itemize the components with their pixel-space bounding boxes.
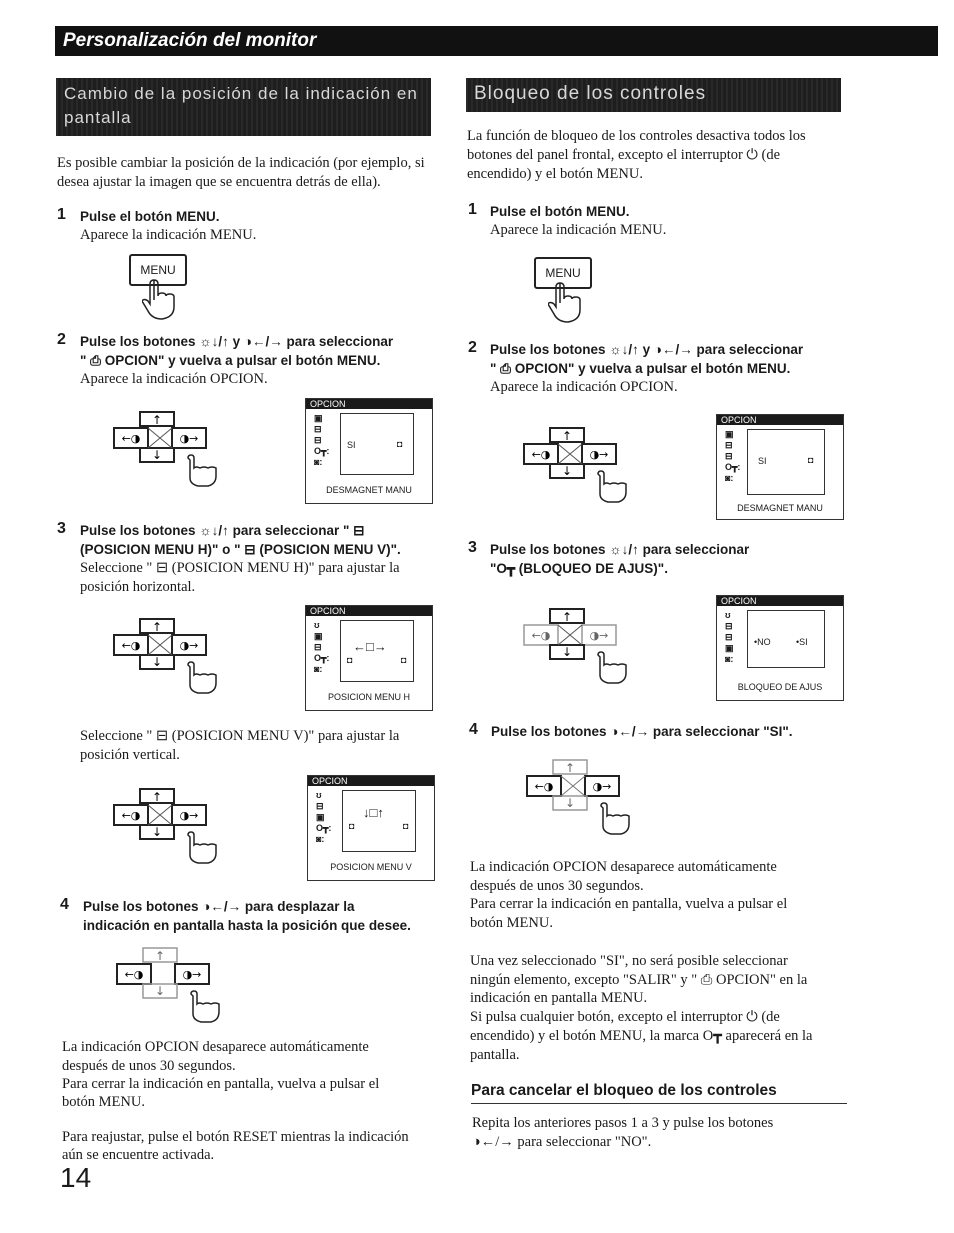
step-title: Pulse el botón MENU. [80, 209, 220, 224]
closing-note: La indicación OPCION desaparece automáticamente [470, 859, 777, 875]
svg-text:↓: ↓ [561, 464, 573, 478]
svg-text:↑: ↑ [154, 949, 166, 963]
lock-note: Si pulsa cualquier botón, excepto el interruptor ⏻ (de [470, 1009, 780, 1025]
step-number: 1 [57, 206, 66, 223]
control-pad-illustration [112, 617, 232, 697]
osd-square-icon: ◘ [397, 439, 403, 449]
osd-title: OPCION [306, 399, 432, 409]
osd-value-box [747, 610, 825, 668]
osd-title: OPCION [306, 606, 432, 616]
lock-note: ningún elemento, excepto "SALIR" y " ⎙ OPCION" en la [470, 972, 808, 988]
osd-footer: DESMAGNET MANU [326, 485, 412, 495]
osd-footer: BLOQUEO DE AJUS [737, 682, 823, 692]
svg-text:◑→: ◑→ [179, 432, 199, 445]
osd-value-box [340, 620, 414, 682]
osd-icon-column: ʊ ⊟ ▣ O┳: ◙: [316, 790, 332, 844]
step-note-cont: posición horizontal. [80, 579, 196, 595]
svg-text:◑→: ◑→ [179, 809, 199, 822]
svg-text:↓: ↓ [151, 655, 163, 669]
svg-text:←◑: ←◑ [531, 448, 551, 461]
osd-option-no: •NO [754, 637, 771, 647]
closing-note: Para cerrar la indicación en pantalla, vuelva a pulsar el [470, 896, 788, 912]
step-number: 3 [57, 520, 66, 537]
osd-title: OPCION [308, 776, 434, 786]
step-note: Aparece la indicación MENU. [490, 222, 667, 238]
control-pad-illustration [112, 410, 232, 490]
osd-lock-screen [716, 595, 844, 701]
svg-text:←◑: ←◑ [531, 629, 551, 642]
lock-intro: La función de bloqueo de los controles desactiva todos los botones del panel frontal, excepto el interruptor ⏻ (de encendido) y el botón MENU. [467, 128, 806, 182]
osd-position-h-screen [305, 605, 433, 711]
lock-note: indicación en pantalla MENU. [470, 990, 648, 1006]
reset-note: Para reajustar, pulse el botón RESET mientras la indicación [62, 1129, 409, 1145]
osd-position-arrows-icon: ↓□↑ [363, 805, 384, 820]
osd-footer: POSICION MENU V [330, 862, 412, 872]
step-title: Pulse los botones ◑←/→ para desplazar la [83, 899, 355, 914]
closing-note: Para cerrar la indicación en pantalla, vuelva a pulsar el [62, 1076, 380, 1092]
osd-title: OPCION [717, 596, 843, 606]
svg-text:←◑: ←◑ [121, 432, 141, 445]
osd-value: SI [758, 456, 767, 466]
control-pad-illustration [522, 607, 642, 687]
osd-square-icon: ◘ [401, 655, 407, 665]
osd-icon-column: ʊ ▣ ⊟ O┳: ◙: [314, 620, 330, 674]
step-number: 1 [468, 201, 477, 218]
cancel-lock-note: Repita los anteriores pasos 1 a 3 y pulse los botones [472, 1115, 774, 1131]
svg-text:◑→: ◑→ [592, 780, 612, 793]
position-intro: Es posible cambiar la posición de la indicación (por ejemplo, si desea ajustar la imagen que se encuentra detrás de ella). [57, 155, 425, 190]
select-vertical-note: Seleccione " ⊟ (POSICION MENU V)" para ajustar la [80, 728, 400, 744]
closing-note: después de unos 30 segundos. [470, 878, 644, 894]
cancel-lock-note: ◑←/→ para seleccionar "NO". [472, 1134, 652, 1150]
step-title-cont: (POSICION MENU H)" o " ⊟ (POSICION MENU V)". [80, 542, 401, 557]
svg-text:↓: ↓ [564, 796, 576, 810]
closing-note: botón MENU. [470, 915, 553, 931]
step-title-cont: " ⎙ OPCION" y vuelva a pulsar el botón MENU. [80, 353, 381, 368]
svg-text:↓: ↓ [154, 984, 166, 998]
step-title-cont: "O┳ (BLOQUEO DE AJUS)". [490, 561, 668, 576]
svg-text:↓: ↓ [151, 825, 163, 839]
control-pad-illustration [525, 758, 645, 838]
svg-text:◑→: ◑→ [589, 629, 609, 642]
step-title-cont: " ⎙ OPCION" y vuelva a pulsar el botón MENU. [490, 361, 791, 376]
step-title: Pulse el botón MENU. [490, 204, 630, 219]
svg-text:↑: ↑ [564, 761, 576, 775]
osd-opcion-screen [305, 398, 433, 504]
closing-note: La indicación OPCION desaparece automáticamente [62, 1039, 369, 1055]
svg-text:↓: ↓ [151, 448, 163, 462]
step-number: 4 [60, 896, 69, 913]
svg-text:←◑: ←◑ [124, 968, 144, 981]
osd-square-icon: ◘ [808, 455, 814, 465]
osd-icon-column: ʊ ⊟ ⊟ ▣ ◙: [725, 610, 734, 664]
svg-text:←◑: ←◑ [534, 780, 554, 793]
step-note: Aparece la indicación OPCION. [490, 379, 678, 395]
pointing-hand-icon [548, 281, 588, 323]
select-vertical-note-cont: posición vertical. [80, 747, 180, 763]
menu-button-label: MENU [545, 266, 581, 280]
reset-note: aún se encuentre activada. [62, 1147, 215, 1163]
page-number: 14 [60, 1162, 92, 1193]
svg-text:◑→: ◑→ [182, 968, 202, 981]
svg-text:↑: ↑ [151, 790, 163, 804]
step-number: 2 [57, 331, 66, 348]
page-banner: Personalización del monitor [55, 26, 938, 56]
svg-text:↑: ↑ [561, 429, 573, 443]
svg-text:↓: ↓ [561, 645, 573, 659]
osd-square-icon: ◘ [347, 655, 353, 665]
osd-value-box [340, 413, 414, 475]
lock-note: pantalla. [470, 1047, 520, 1063]
osd-footer: DESMAGNET MANU [737, 503, 823, 513]
osd-icon-column: ▣ ⊟ ⊟ O┳: ◙: [725, 429, 741, 483]
step-number: 2 [468, 339, 477, 356]
step-note: Aparece la indicación MENU. [80, 227, 257, 243]
section-heading-position: Cambio de la posición de la indicación en pantalla [56, 78, 431, 136]
svg-text:↑: ↑ [151, 620, 163, 634]
step-title: Pulse los botones ◑←/→ para seleccionar "SI". [491, 724, 793, 739]
control-pad-illustration [522, 426, 642, 506]
lock-note: encendido) y el botón MENU, la marca O┳ aparecerá en la [470, 1028, 813, 1044]
osd-value-box [342, 790, 416, 852]
osd-icon-column: ▣ ⊟ ⊟ O┳: ◙: [314, 413, 330, 467]
step-title: Pulse los botones ☼↓/↑ para seleccionar [490, 542, 750, 557]
osd-position-arrows-icon: ←□→ [353, 639, 387, 654]
step-number: 3 [468, 539, 477, 556]
section-heading-lock: Bloqueo de los controles [466, 78, 841, 112]
osd-opcion-screen [716, 414, 844, 520]
osd-value: SI [347, 440, 356, 450]
svg-text:↑: ↑ [561, 610, 573, 624]
step-note: Seleccione " ⊟ (POSICION MENU H)" para ajustar la [80, 560, 400, 576]
svg-text:←◑: ←◑ [121, 639, 141, 652]
cancel-lock-heading: Para cancelar el bloqueo de los controles [471, 1082, 847, 1104]
closing-note: botón MENU. [62, 1094, 145, 1110]
step-title: Pulse los botones ☼↓/↑ para seleccionar " ⊟ [80, 523, 365, 538]
step-title: Pulse los botones ☼↓/↑ y ◑←/→ para seleccionar [80, 334, 394, 349]
control-pad-illustration [112, 787, 232, 867]
svg-text:↑: ↑ [151, 413, 163, 427]
osd-title: OPCION [717, 415, 843, 425]
osd-footer: POSICION MENU H [327, 692, 410, 702]
osd-option-si: •SI [796, 637, 808, 647]
menu-button-label: MENU [140, 263, 176, 277]
svg-text:◑→: ◑→ [179, 639, 199, 652]
osd-square-icon: ◘ [349, 821, 355, 831]
lock-note: Una vez seleccionado "SI", no será posible seleccionar [470, 953, 788, 969]
osd-position-v-screen [307, 775, 435, 881]
pointing-hand-icon [142, 278, 182, 320]
control-pad-illustration [115, 946, 235, 1026]
osd-value-box [747, 429, 825, 495]
osd-square-icon: ◘ [403, 821, 409, 831]
step-note: Aparece la indicación OPCION. [80, 371, 268, 387]
svg-text:◑→: ◑→ [589, 448, 609, 461]
step-number: 4 [469, 721, 478, 738]
svg-text:←◑: ←◑ [121, 809, 141, 822]
step-title-cont: indicación en pantalla hasta la posición que desee. [83, 918, 411, 933]
step-title: Pulse los botones ☼↓/↑ y ◑←/→ para seleccionar [490, 342, 804, 357]
closing-note: después de unos 30 segundos. [62, 1058, 236, 1074]
